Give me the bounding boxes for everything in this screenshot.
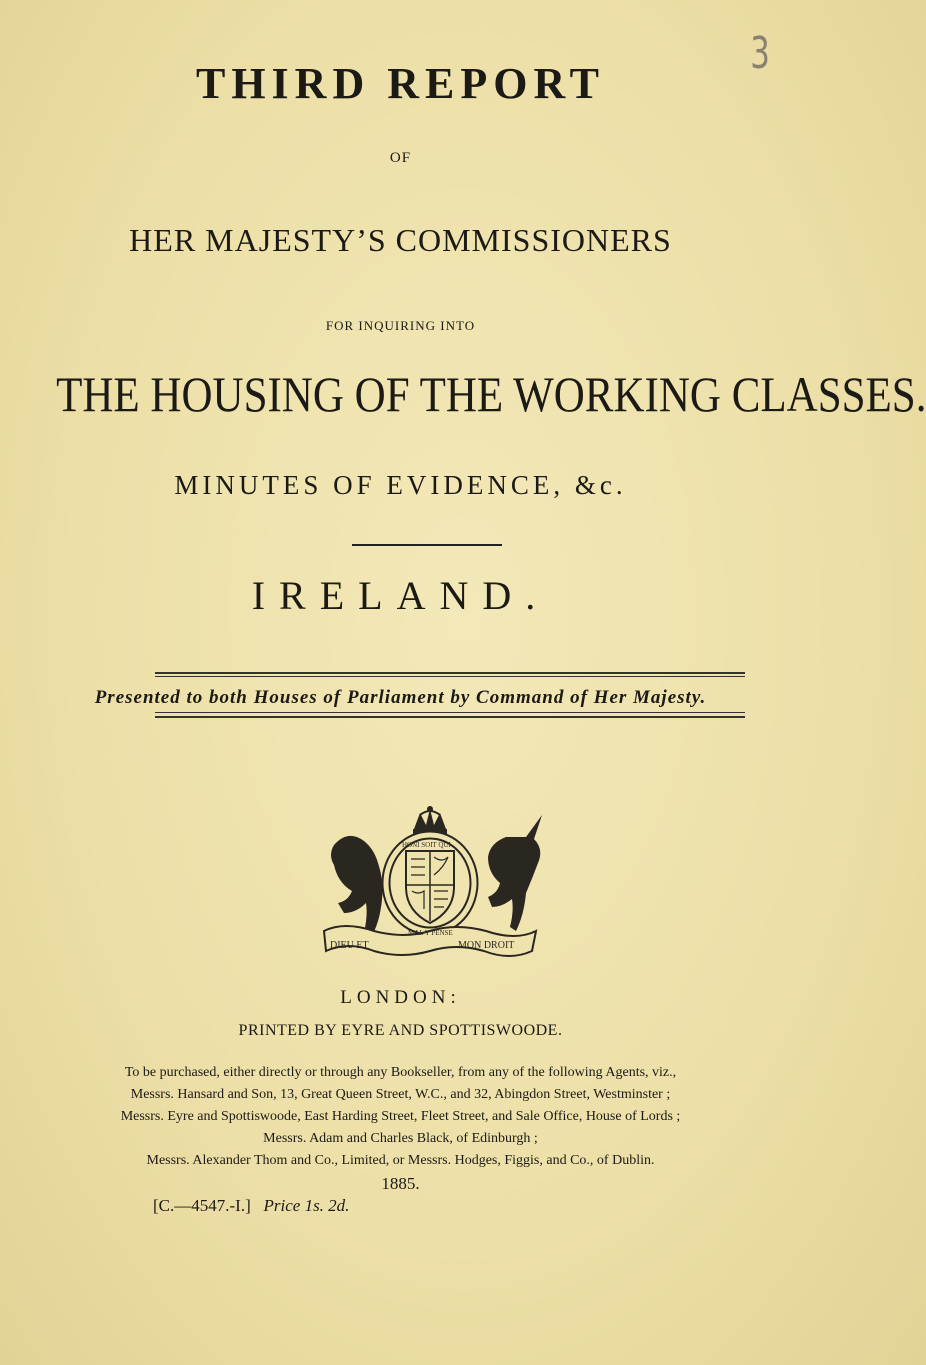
report-title: THIRD REPORT bbox=[195, 59, 606, 108]
publication-year: 1885. bbox=[381, 1174, 420, 1193]
agents-line: Messrs. Alexander Thom and Co., Limited, or Messrs. Hodges, Figgis, and Co., of Dublin. bbox=[146, 1153, 655, 1168]
royal-arms-icon bbox=[316, 807, 544, 962]
motto-dieu-et: DIEU ET bbox=[330, 940, 369, 951]
subject-heading: THE HOUSING OF THE WORKING CLASSES. bbox=[56, 366, 926, 422]
pencil-number: 3 bbox=[750, 28, 770, 79]
commissioners-line: HER MAJESTY’S COMMISSIONERS bbox=[129, 222, 672, 258]
presented-line: Presented to both Houses of Parliament by Command of Her Majesty. bbox=[94, 687, 707, 708]
minutes-heading: MINUTES OF EVIDENCE, &c. bbox=[174, 470, 627, 500]
agents-line: To be purchased, either directly or through any Bookseller, from any of the following Agents, viz., bbox=[124, 1065, 677, 1080]
agents-list bbox=[0, 1062, 801, 1172]
divider-bottom-thin bbox=[155, 712, 745, 713]
of-line: OF bbox=[389, 150, 412, 166]
short-divider bbox=[352, 544, 502, 546]
country-heading: IRELAND. bbox=[251, 573, 550, 618]
garter-motto-lower: MAL Y PENSE bbox=[408, 929, 453, 937]
agents-line: Messrs. Eyre and Spottiswoode, East Harding Street, Fleet Street, and Sale Office, House of Lords ; bbox=[120, 1109, 681, 1124]
divider-top-thin bbox=[155, 676, 745, 677]
command-number: [C.—4547.-I.] bbox=[153, 1196, 251, 1215]
price-line bbox=[153, 1196, 349, 1216]
agents-line: Messrs. Hansard and Son, 13, Great Queen Street, W.C., and 32, Abingdon Street, Westminster ; bbox=[130, 1087, 671, 1102]
agents-line: Messrs. Adam and Charles Black, of Edinburgh ; bbox=[263, 1131, 538, 1146]
printer-line: PRINTED BY EYRE AND SPOTTISWOODE. bbox=[238, 1022, 563, 1039]
for-inquiring-line: FOR INQUIRING INTO bbox=[325, 318, 476, 333]
imprint-city: LONDON: bbox=[340, 987, 461, 1008]
price-value: 1s. 2d. bbox=[304, 1196, 350, 1215]
divider-top bbox=[155, 672, 745, 674]
garter-motto: HONI SOIT QUI bbox=[402, 841, 451, 849]
motto-mon-droit: MON DROIT bbox=[458, 940, 515, 951]
price-label: Price bbox=[263, 1196, 301, 1215]
divider-bottom bbox=[155, 716, 745, 718]
